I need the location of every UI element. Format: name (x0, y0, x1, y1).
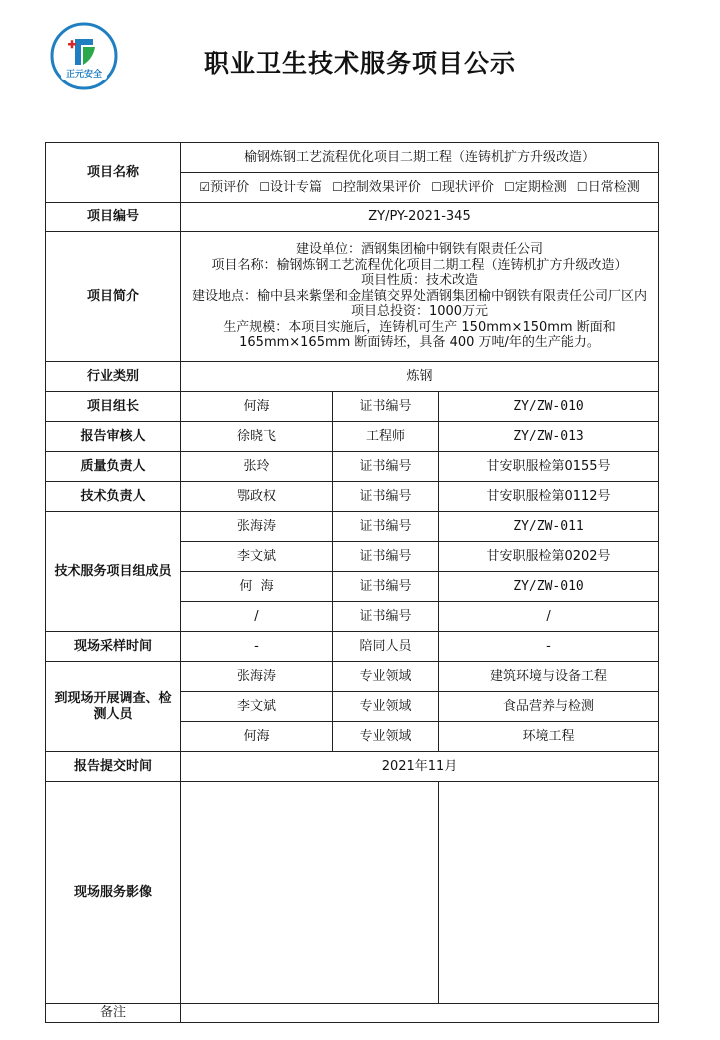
option-status[interactable]: ☐现状评价 (431, 180, 494, 195)
survey-member-key: 专业领域 (333, 662, 439, 692)
team-member-cert: 甘安职服检第0202号 (439, 542, 659, 572)
team-member-cert: ZY/ZW-011 (439, 512, 659, 542)
survey-label: 到现场开展调查、检测人员 (46, 662, 181, 752)
intro-line: 生产规模：本项目实施后，连铸机可生产 150mm×150mm 断面和165mm×165mm 断面铸坯，具备 400 万吨/年的生产能力。 (223, 319, 616, 351)
project-intro-row (46, 232, 659, 362)
team-member-name: 何 海 (181, 572, 333, 602)
intro-line: 项目总投资：1000万元 (350, 304, 489, 320)
leader-cert: ZY/ZW-010 (439, 392, 659, 422)
quality-name: 张玲 (181, 452, 333, 482)
survey-member-key: 专业领域 (333, 692, 439, 722)
service-type-options (181, 173, 659, 203)
submit-value: 2021年11月 (181, 752, 659, 782)
team-member-key: 证书编号 (333, 542, 439, 572)
reviewer-cert: ZY/ZW-013 (439, 422, 659, 452)
intro-line: 项目名称：榆钢炼钢工艺流程优化项目二期工程（连铸机扩方升级改造） (211, 257, 628, 273)
intro-line: 建设单位：酒钢集团榆中钢铁有限责任公司 (296, 242, 544, 258)
checkbox-icon: ☐ (332, 180, 343, 194)
sampling-escort: - (439, 632, 659, 662)
survey-member-key: 专业领域 (333, 722, 439, 752)
project-table (45, 142, 659, 1023)
team-member-key: 证书编号 (333, 602, 439, 632)
intro-line: 建设地点：榆中县来紫堡和金崖镇交界处酒钢集团榆中钢铁有限责任公司厂区内 (192, 288, 648, 304)
project-name-row (46, 143, 659, 173)
logo-text: 正元安全 (65, 70, 103, 80)
quality-label: 质量负责人 (46, 452, 181, 482)
project-intro-label: 项目简介 (46, 232, 181, 362)
team-label: 技术服务项目组成员 (46, 512, 181, 632)
team-member-cert: ZY/ZW-010 (439, 572, 659, 602)
remarks-value (181, 1004, 659, 1023)
team-member-key: 证书编号 (333, 572, 439, 602)
team-member-key: 证书编号 (333, 512, 439, 542)
project-number-row (46, 203, 659, 232)
checkbox-checked-icon: ☑ (199, 180, 211, 194)
option-design[interactable]: ☐设计专篇 (259, 180, 323, 195)
reviewer-name: 徐晓飞 (181, 422, 333, 452)
image-slot-left (181, 782, 439, 1004)
checkbox-icon: ☐ (259, 180, 270, 194)
industry-value: 炼钢 (181, 362, 659, 392)
tech-cert: 甘安职服检第0112号 (439, 482, 659, 512)
option-periodic[interactable]: ☐定期检测 (504, 180, 567, 195)
sampling-row (46, 632, 659, 662)
survey-member-name: 何海 (181, 722, 333, 752)
sampling-time: - (181, 632, 333, 662)
project-name-label: 项目名称 (46, 143, 181, 203)
image-slot-right (439, 782, 659, 1004)
leader-row (46, 392, 659, 422)
team-member-name: / (181, 602, 333, 632)
submit-row (46, 752, 659, 782)
leader-label: 项目组长 (46, 392, 181, 422)
project-name-value: 榆钢炼钢工艺流程优化项目二期工程（连铸机扩方升级改造） (181, 143, 659, 173)
tech-key: 证书编号 (333, 482, 439, 512)
images-label: 现场服务影像 (46, 782, 181, 1004)
remarks-row (46, 1004, 659, 1023)
submit-label: 报告提交时间 (46, 752, 181, 782)
checkbox-icon: ☐ (431, 180, 442, 194)
option-control-effect[interactable]: ☐控制效果评价 (332, 180, 421, 195)
survey-member-field: 环境工程 (439, 722, 659, 752)
team-row (46, 512, 659, 542)
project-number-label: 项目编号 (46, 203, 181, 232)
quality-cert: 甘安职服检第0155号 (439, 452, 659, 482)
team-member-name: 张海涛 (181, 512, 333, 542)
project-number-value: ZY/PY-2021-345 (181, 203, 659, 232)
industry-label: 行业类别 (46, 362, 181, 392)
option-daily[interactable]: ☐日常检测 (576, 180, 640, 195)
page-title: 职业卫生技术服务项目公示 (203, 49, 516, 78)
tech-label: 技术负责人 (46, 482, 181, 512)
survey-member-name: 李文斌 (181, 692, 333, 722)
survey-member-field: 食品营养与检测 (439, 692, 659, 722)
leader-name: 何海 (181, 392, 333, 422)
tech-row (46, 482, 659, 512)
reviewer-row (46, 422, 659, 452)
sampling-label: 现场采样时间 (46, 632, 181, 662)
checkbox-icon: ☐ (576, 180, 588, 194)
survey-member-name: 张海涛 (181, 662, 333, 692)
sampling-key: 陪同人员 (333, 632, 439, 662)
images-row (46, 782, 659, 1004)
tech-name: 鄂政权 (181, 482, 333, 512)
remarks-label: 备注 (46, 1004, 181, 1023)
reviewer-key: 工程师 (333, 422, 439, 452)
survey-row (46, 662, 659, 692)
leader-key: 证书编号 (333, 392, 439, 422)
quality-key: 证书编号 (333, 452, 439, 482)
quality-row (46, 452, 659, 482)
option-pre-evaluation[interactable]: ☑预评价 (199, 180, 250, 195)
intro-line: 项目性质：技术改造 (361, 273, 479, 289)
survey-member-field: 建筑环境与设备工程 (439, 662, 659, 692)
checkbox-icon: ☐ (504, 180, 515, 194)
industry-row (46, 362, 659, 392)
team-member-name: 李文斌 (181, 542, 333, 572)
team-member-cert: / (439, 602, 659, 632)
project-intro-value (181, 232, 659, 362)
reviewer-label: 报告审核人 (46, 422, 181, 452)
